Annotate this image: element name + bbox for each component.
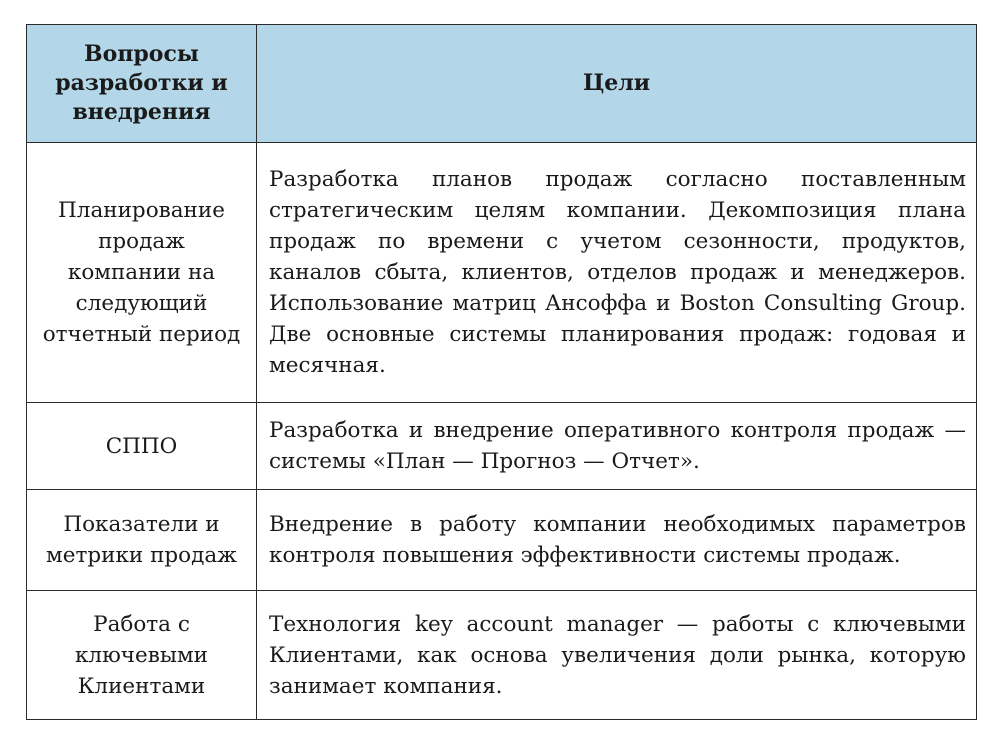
goal-text: Внедрение в работу компании необходимых параметров контроля повышения эффективности системы продаж. bbox=[269, 512, 966, 568]
question-cell bbox=[27, 143, 257, 403]
goal-cell bbox=[257, 403, 977, 490]
question-cell bbox=[27, 403, 257, 490]
question-cell bbox=[27, 591, 257, 720]
goals-table bbox=[26, 24, 977, 720]
table-header-row bbox=[27, 25, 977, 143]
table-row bbox=[27, 143, 977, 403]
header-goals: Цели bbox=[257, 25, 977, 143]
goal-text: Технология key account manager — работы с ключевыми Клиентами, как основа увеличения доли рынка, которую занимает компания. bbox=[269, 611, 966, 699]
question-text: Планирование продаж компании на следующий отчетный период bbox=[42, 198, 241, 347]
question-cell bbox=[27, 490, 257, 591]
question-text: Показатели и метрики продаж bbox=[46, 512, 237, 568]
goal-text: Разработка планов продаж согласно поставленным стратегическим целям компании. Декомпозиция плана продаж по времени с учетом сезонности, продуктов, каналов сбыта, клиентов, отделов продаж и менеджеров. Использование матриц Ансоффа и Boston Consulting Group. Две основные системы планирования продаж: годовая и месячная. bbox=[269, 167, 966, 378]
goal-cell bbox=[257, 490, 977, 591]
question-text: СППО bbox=[105, 433, 178, 459]
table-row bbox=[27, 403, 977, 490]
header-questions: Вопросы разработки и внедрения bbox=[27, 25, 257, 143]
goal-cell bbox=[257, 143, 977, 403]
table-row bbox=[27, 490, 977, 591]
question-text: Работа с ключевыми Клиентами bbox=[74, 611, 209, 699]
table-row bbox=[27, 591, 977, 720]
goal-text: Разработка и внедрение оперативного контроля продаж — системы «План — Прогноз — Отчет». bbox=[269, 418, 966, 474]
goal-cell bbox=[257, 591, 977, 720]
